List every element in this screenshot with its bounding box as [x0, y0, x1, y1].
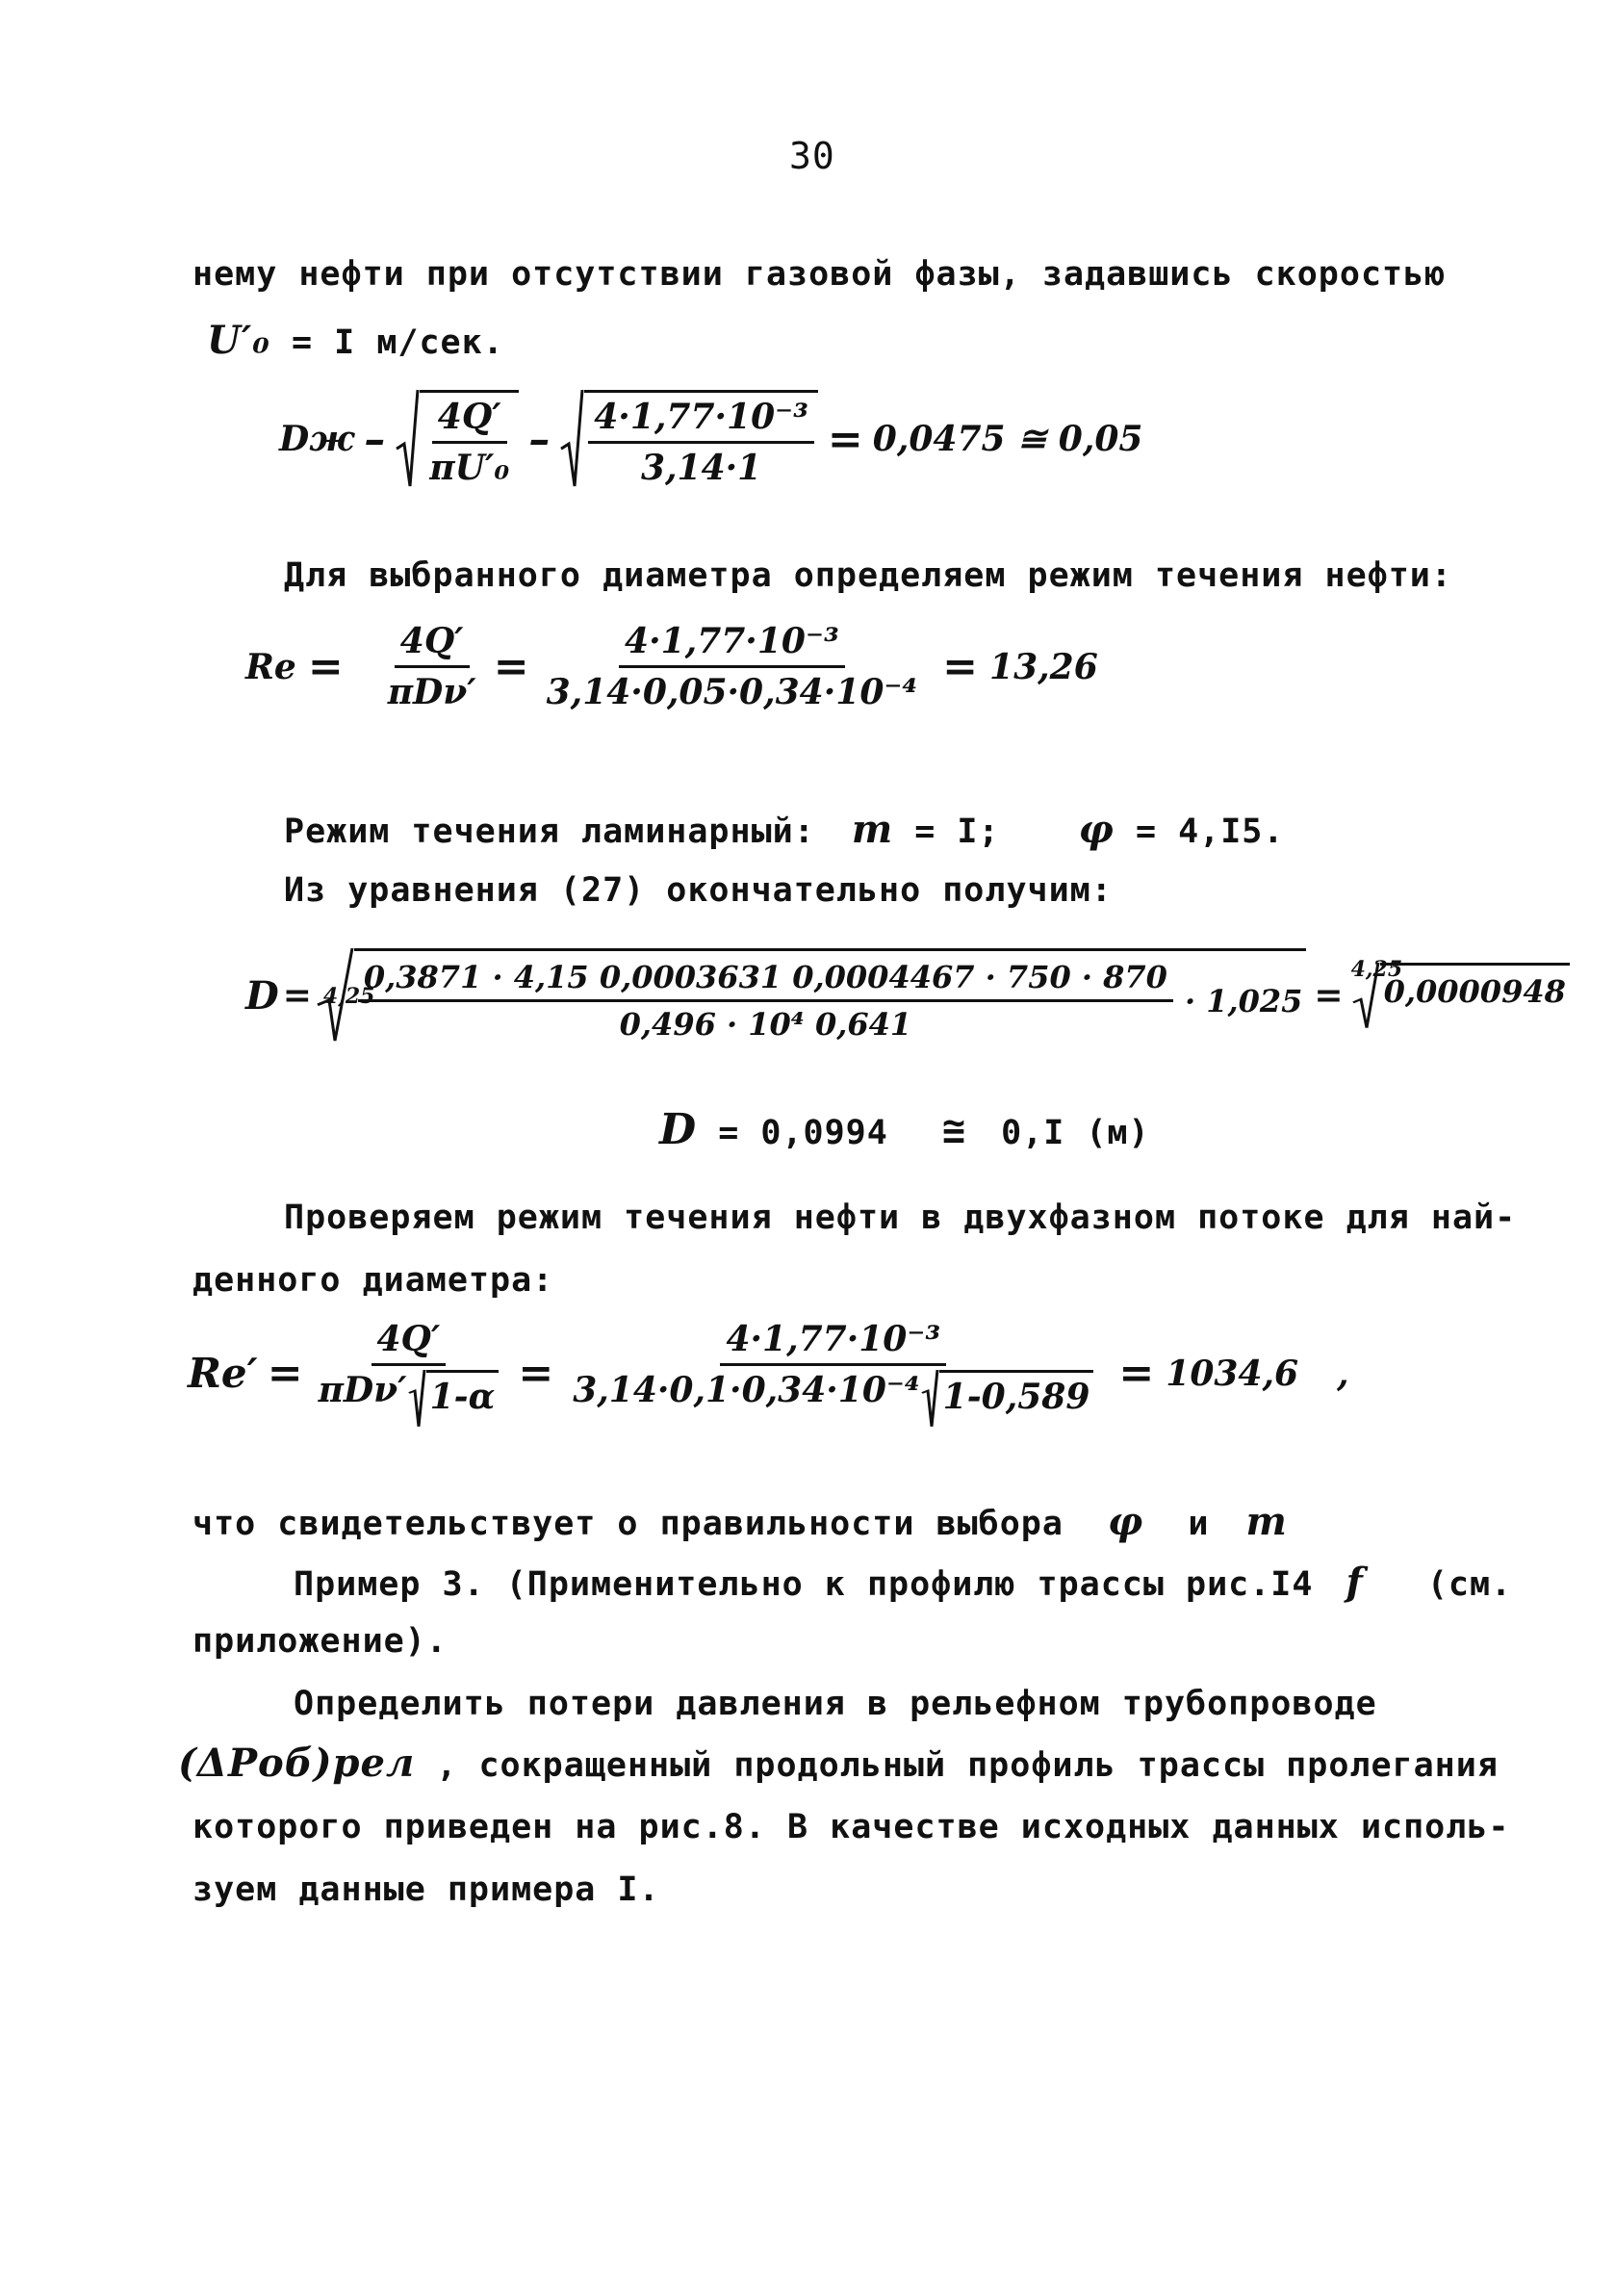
formula-4-lhs: Re′	[188, 1350, 258, 1397]
paragraph-8-line-3: которого приведен на рис.8. В качестве исходных данных исполь-	[192, 1808, 1510, 1846]
formula-2-frac-2-denominator: 3,14·0,05·0,34·10⁻⁴	[546, 672, 918, 712]
paragraph-7-text-a: Пример 3. (Применительно к профилю трассы рис.I4	[294, 1565, 1314, 1604]
formula-reynolds-two-phase: Re′ = 4Q′ πDν′ 1-α = 4·1,77·10⁻³ 3,14·0,1·0,34·10⁻⁴ 1-0,589 = 1034,6 ,	[188, 1319, 1349, 1428]
formula-3-numerator: 0,3871 · 4,15 0,0003631 0,0004467 · 750 · 870	[358, 959, 1173, 1002]
paragraph-4: Из уравнения (27) окончательно получим:	[284, 871, 1113, 910]
formula-1-sqrt-2	[559, 390, 818, 488]
formula-4-comma: ,	[1337, 1353, 1349, 1394]
paragraph-6	[192, 1499, 1288, 1544]
formula-4-sqrt-1	[407, 1370, 500, 1428]
formula-1-frac-1-denominator: πU′₀	[429, 448, 510, 488]
formula-1-frac-2-numerator: 4·1,77·10⁻³	[588, 397, 814, 444]
formula-4-sqrt-2	[920, 1370, 1094, 1428]
formula-4-frac-2-numerator: 4·1,77·10⁻³	[720, 1319, 946, 1366]
formula-1-frac-1-numerator: 4Q′	[432, 397, 507, 444]
velocity-value: = I м/сек.	[292, 323, 504, 362]
paragraph-5-line-1: Проверяем режим течения нефти в двухфазном потоке для най-	[284, 1199, 1517, 1237]
formula-1-result: 0,0475 ≅ 0,05	[872, 419, 1143, 459]
paragraph-3	[284, 807, 1284, 852]
result-approx: ≅	[941, 1109, 966, 1153]
paragraph-7-line-1	[294, 1560, 1512, 1605]
formula-1-lhs: Dж	[279, 419, 355, 459]
paragraph-2: Для выбранного диаметра определяем режим течения нефти:	[284, 556, 1452, 595]
formula-4-frac-1-numerator: 4Q′	[372, 1319, 447, 1366]
paragraph-8-line-1: Определить потери давления в рельефном трубопроводе	[294, 1685, 1377, 1723]
formula-4-sqrt-1-content: 1-α	[429, 1377, 496, 1417]
formula-2-lhs: Re	[245, 646, 296, 687]
paragraph-7-line-2: приложение).	[192, 1622, 448, 1661]
paragraph-1-line-1: нему нефти при отсутствии газовой фазы, задавшись скоростью	[192, 255, 1447, 294]
paragraph-3-prefix: Режим течения ламинарный:	[284, 813, 815, 851]
paragraph-6-phi: φ	[1108, 1499, 1144, 1544]
formula-2-result: 13,26	[989, 646, 1098, 687]
formula-3-factor: · 1,025	[1184, 982, 1303, 1019]
paragraph-1-line-2	[207, 318, 504, 363]
formula-reynolds: Re = $\frac{4Q'}{\text{πDν′}}$ = $\frac{\text{4·1,77·10⁻³}}{\text{3,14·0,05·0,34·10⁻⁴}}$ = 13,26	[245, 621, 1098, 712]
formula-4-result: 1034,6	[1166, 1353, 1299, 1394]
phi-value: = 4,I5.	[1135, 813, 1285, 851]
formula-4-frac-1-denominator: πDν′	[318, 1370, 407, 1410]
paragraph-7-f: f	[1346, 1560, 1364, 1605]
phi-symbol: φ	[1078, 807, 1115, 852]
paragraph-6-m: m	[1245, 1499, 1288, 1544]
paragraph-6-text: что свидетельствует о правильности выбора	[192, 1505, 1064, 1543]
formula-3-sqrt	[316, 948, 1307, 1043]
pressure-loss-symbol: (ΔPоб)рел	[178, 1741, 416, 1786]
paragraph-8-line-2-text: , сокращенный продольный профиль трассы пролегания	[436, 1746, 1499, 1785]
formula-diameter-root: D = 4,25 $\frac{0,3871 \cdot 4,15 0,0003631 0,0004467 \cdot 750 \cdot 870}{\text{0,496 · 10⁴ 0,641}}$ · 1,025 = 4,25 0,0000948	[245, 948, 1570, 1043]
paragraph-5-line-2: денного диаметра:	[192, 1261, 554, 1300]
formula-2-frac-1-numerator: 4Q′	[395, 621, 470, 668]
result-final: 0,I (м)	[1001, 1114, 1150, 1152]
formula-3-denominator: 0,496 · 10⁴ 0,641	[619, 1006, 912, 1043]
formula-3-lhs: D	[245, 972, 279, 1019]
paragraph-7-text-b: (см.	[1426, 1565, 1513, 1604]
m-symbol: m	[851, 807, 894, 852]
paragraph-8-line-4: зуем данные примера I.	[192, 1870, 660, 1909]
formula-3-root-2-index: 4,25	[1350, 957, 1403, 982]
m-value: = I;	[914, 813, 1000, 851]
formula-4-frac-2-denominator: 3,14·0,1·0,34·10⁻⁴	[573, 1370, 920, 1410]
result-symbol: D	[659, 1105, 698, 1154]
page-number: 30	[789, 135, 835, 177]
formula-2-frac-1-denominator: πDν′	[387, 672, 476, 712]
formula-1-frac-2-denominator: 3,14·1	[640, 448, 762, 488]
formula-diameter-liquid: Dж – $\frac{4Q'}{\text{πU′₀}}$ – $\frac{\text{4·1,77·10⁻³}}{3,14\cdot 1}$ = 0,0475 ≅ 0,05	[279, 390, 1142, 488]
paragraph-8-line-2	[178, 1741, 1499, 1786]
result-value: = 0,0994	[718, 1114, 888, 1152]
formula-1-sqrt-1	[395, 390, 519, 488]
velocity-symbol: U′₀	[207, 318, 270, 363]
result-line	[659, 1105, 1150, 1154]
formula-3-root-2-value: 0,0000948	[1383, 972, 1566, 1010]
formula-3-root-index: 4,25	[322, 984, 375, 1009]
formula-4-sqrt-2-content: 1-0,589	[942, 1377, 1090, 1417]
formula-2-frac-2-numerator: 4·1,77·10⁻³	[619, 621, 845, 668]
paragraph-6-and: и	[1188, 1505, 1210, 1543]
